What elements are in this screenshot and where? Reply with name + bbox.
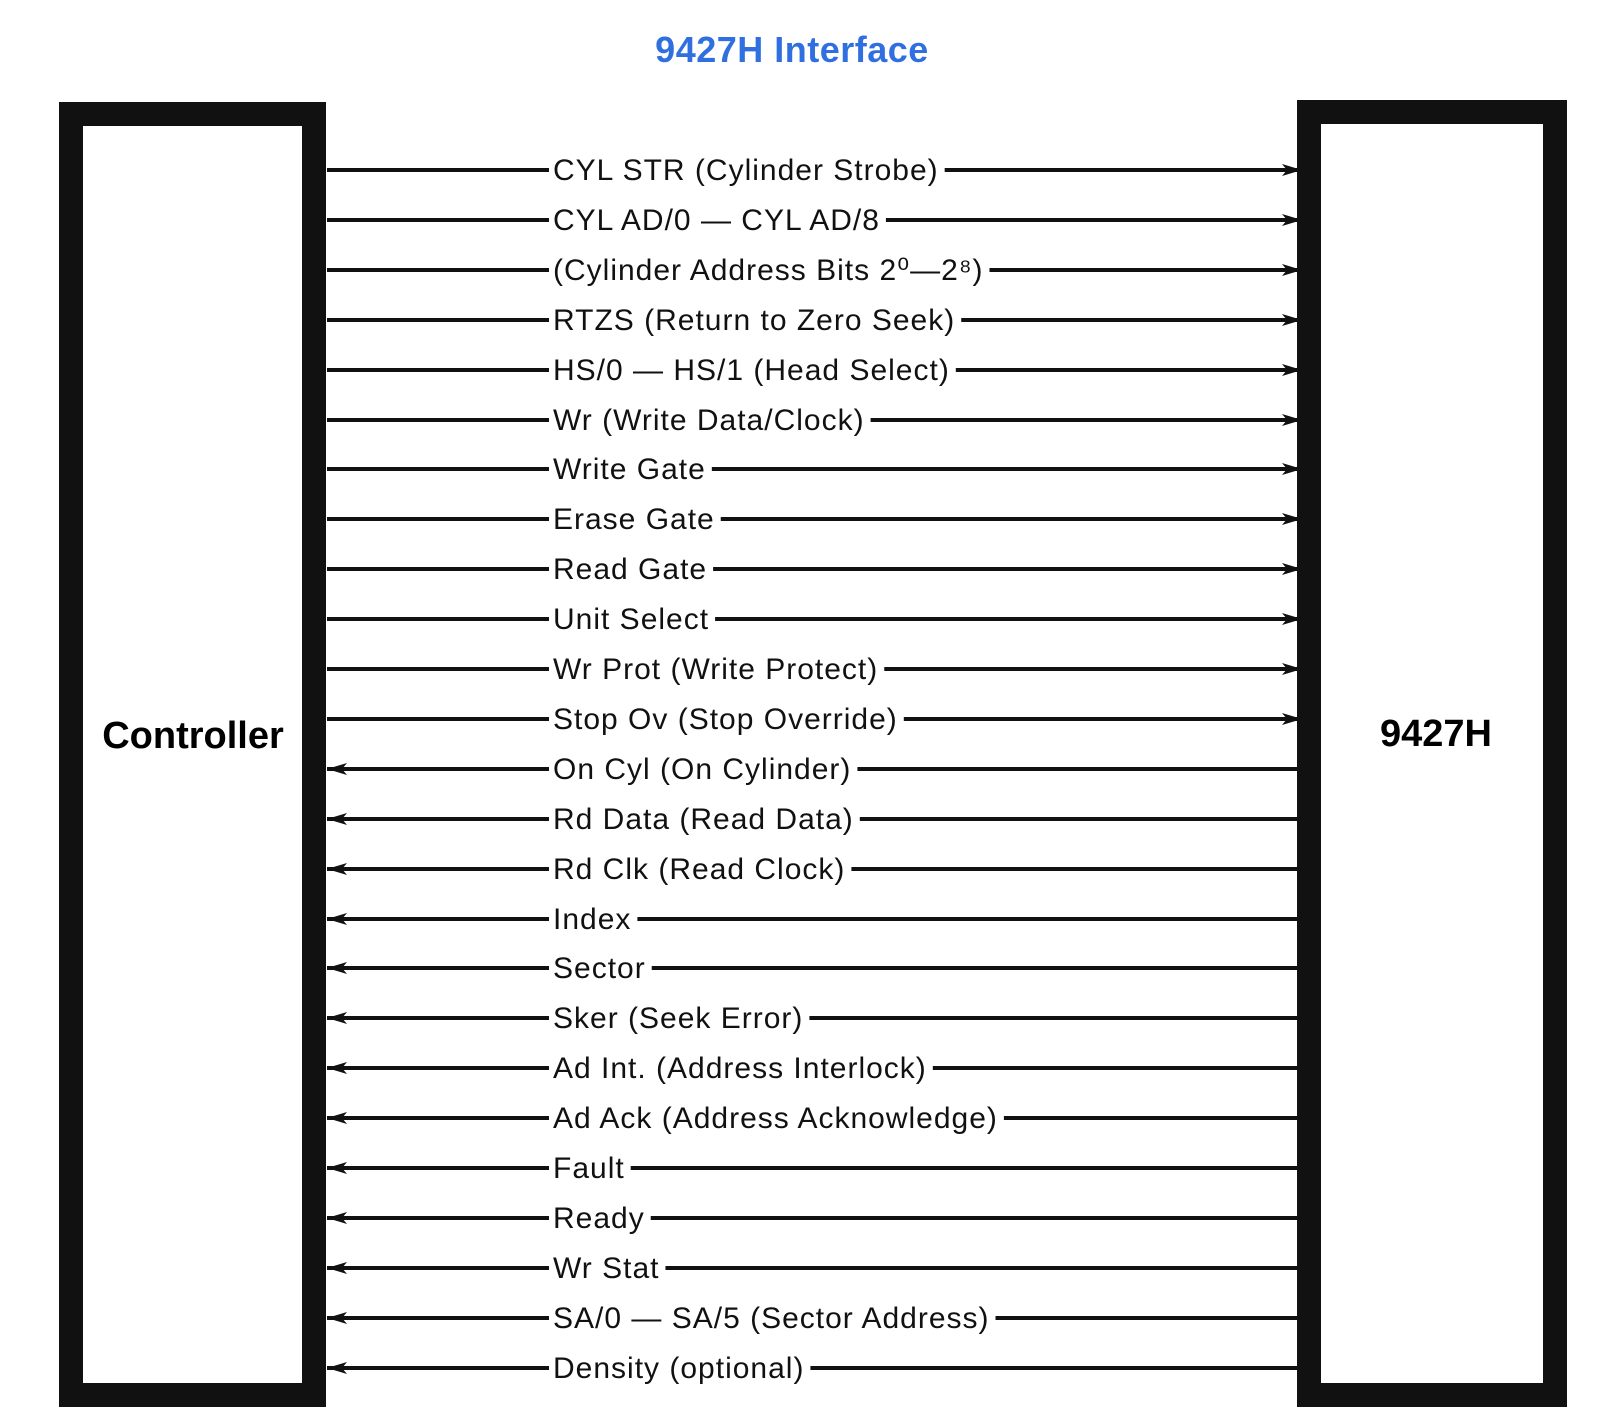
controller-label: Controller <box>102 715 284 757</box>
signal-row <box>327 853 1302 886</box>
signal-label: Ready <box>553 1202 645 1235</box>
signal-label: Wr Prot (Write Protect) <box>553 653 879 686</box>
signal-row <box>327 354 1302 387</box>
signal-row <box>327 603 1302 636</box>
signal-row <box>327 154 1302 187</box>
signal-row <box>327 453 1302 486</box>
signal-label: CYL AD/0 — CYL AD/8 <box>553 204 880 237</box>
signal-row <box>327 404 1302 437</box>
signal-label: HS/0 — HS/1 (Head Select) <box>553 354 950 387</box>
signal-label: Sector <box>553 952 646 985</box>
signal-label: Erase Gate <box>553 503 715 536</box>
signal-label: Sker (Seek Error) <box>553 1002 804 1035</box>
signal-row <box>327 254 1302 287</box>
signal-row <box>327 1252 1302 1285</box>
signal-label: Rd Clk (Read Clock) <box>553 853 846 886</box>
signal-label: Fault <box>553 1152 625 1185</box>
signal-row <box>327 1352 1302 1385</box>
signal-label: On Cyl (On Cylinder) <box>553 753 852 786</box>
drive-label: 9427H <box>1380 713 1492 755</box>
signal-label: Ad Ack (Address Acknowledge) <box>553 1102 998 1135</box>
signal-row <box>327 952 1302 985</box>
signal-label: SA/0 — SA/5 (Sector Address) <box>553 1302 990 1335</box>
signal-row <box>327 1152 1302 1185</box>
signal-label: (Cylinder Address Bits 2⁰—2⁸) <box>553 254 984 287</box>
signal-row <box>327 803 1302 836</box>
signal-row <box>327 1202 1302 1235</box>
signal-row <box>327 703 1302 736</box>
signal-label: Density (optional) <box>553 1352 805 1385</box>
signal-lines <box>327 154 1302 1385</box>
signal-label: Wr Stat <box>553 1252 660 1285</box>
signal-row <box>327 204 1302 237</box>
signal-row <box>327 653 1302 686</box>
signal-row <box>327 1302 1302 1335</box>
signal-label: Ad Int. (Address Interlock) <box>553 1052 927 1085</box>
signal-row <box>327 1102 1302 1135</box>
signal-label: Stop Ov (Stop Override) <box>553 703 898 736</box>
signal-row <box>327 553 1302 586</box>
signal-label: RTZS (Return to Zero Seek) <box>553 304 956 337</box>
signal-row <box>327 503 1302 536</box>
signal-label: Unit Select <box>553 603 710 636</box>
signal-label: Read Gate <box>553 553 708 586</box>
signal-row <box>327 1002 1302 1035</box>
signal-row <box>327 753 1302 786</box>
signal-row <box>327 1052 1302 1085</box>
signal-label: Wr (Write Data/Clock) <box>553 404 865 437</box>
signal-label: Index <box>553 903 632 936</box>
signal-label: Write Gate <box>553 453 706 486</box>
signal-row <box>327 304 1302 337</box>
diagram-title: 9427H Interface <box>655 29 929 70</box>
signal-row <box>327 903 1302 936</box>
signal-label: CYL STR (Cylinder Strobe) <box>553 154 939 187</box>
signal-label: Rd Data (Read Data) <box>553 803 854 836</box>
